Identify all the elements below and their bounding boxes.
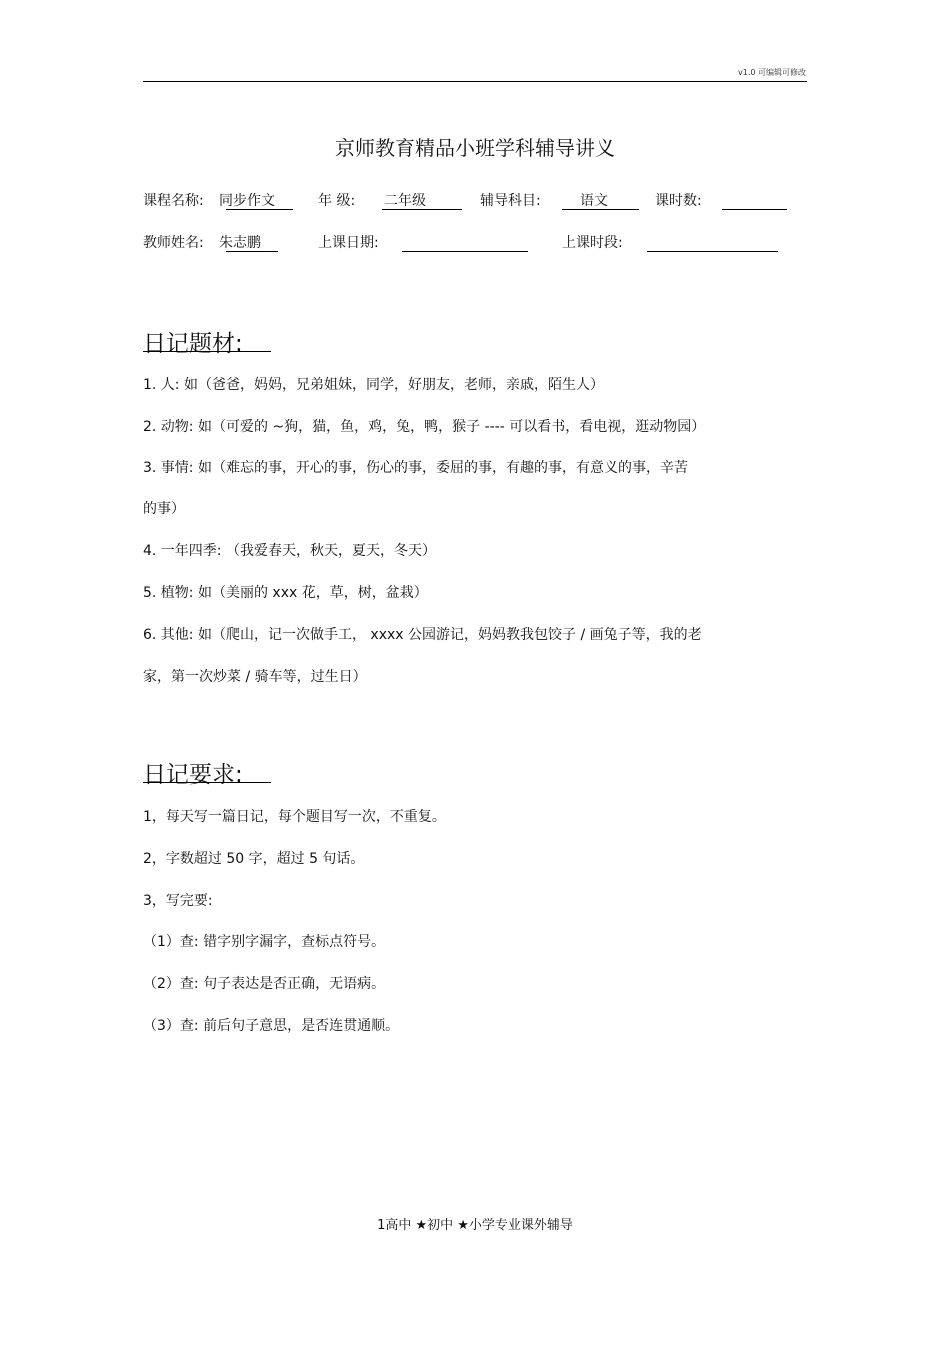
course-label: 课程名称: [143,193,204,209]
subject-value: 语文 [580,193,608,209]
grade-underline [382,209,462,210]
date-label: 上课日期: [318,235,379,251]
course-value: 同步作文 [219,193,275,209]
requirement-item-3: 3，写完要: [143,893,213,909]
header-rule [143,81,807,82]
requirements-heading: 日记要求: [143,762,243,788]
grade-value: 二年级 [384,193,426,209]
footer-text: 1高中 ★初中 ★小学专业课外辅导 [377,1218,573,1233]
grade-label: 年 级: [318,193,356,209]
topic-item-2: 2. 动物: 如（可爱的 ~狗，猫，鱼，鸡，兔，鸭，猴子 ---- 可以看书，看电视，逛动物园） [143,419,706,435]
teacher-label: 教师姓名: [143,235,204,251]
time-underline [647,251,778,252]
topic-item-1: 1. 人: 如（爸爸，妈妈，兄弟姐妹，同学，好朋友，老师，亲戚，陌生人） [143,377,604,393]
requirement-check-2: （2）查: 句子表达是否正确，无语病。 [143,976,386,992]
topic-item-3-cont: 的事） [143,501,185,517]
requirements-heading-underline [143,782,271,783]
requirement-item-2: 2，字数超过 50 字，超过 5 句话。 [143,851,365,867]
header-version: v1.0 可编辑可修改 [738,68,806,77]
topic-item-3: 3. 事情: 如（难忘的事，开心的事，伤心的事，委屈的事，有趣的事，有意义的事，辛苦 [143,460,688,476]
topic-item-4: 4. 一年四季: （我爱春天，秋天，夏天，冬天） [143,543,436,559]
subject-label: 辅导科目: [480,193,541,209]
requirement-check-1: （1）查: 错字别字漏字，查标点符号。 [143,934,386,950]
hours-underline [722,209,787,210]
topic-item-5: 5. 植物: 如（美丽的 xxx 花，草，树，盆栽） [143,585,428,601]
requirement-item-1: 1，每天写一篇日记，每个题目写一次，不重复。 [143,809,446,825]
topic-item-6-cont: 家，第一次炒菜 / 骑车等，过生日） [143,669,367,685]
time-label: 上课时段: [562,235,623,251]
teacher-underline [226,251,278,252]
hours-label: 课时数: [655,193,702,209]
topics-heading: 日记题材: [143,331,243,357]
requirement-check-3: （3）查: 前后句子意思，是否连贯通顺。 [143,1018,400,1034]
topic-item-6: 6. 其他: 如（爬山，记一次做手工， xxxx 公园游记，妈妈教我包饺子 / 画兔子等，我的老 [143,627,702,643]
topics-heading-underline [143,351,271,352]
course-underline [226,209,293,210]
teacher-value: 朱志鹏 [219,235,261,251]
date-underline [402,251,528,252]
subject-underline [562,209,639,210]
document-title: 京师教育精品小班学科辅导讲义 [335,136,615,160]
